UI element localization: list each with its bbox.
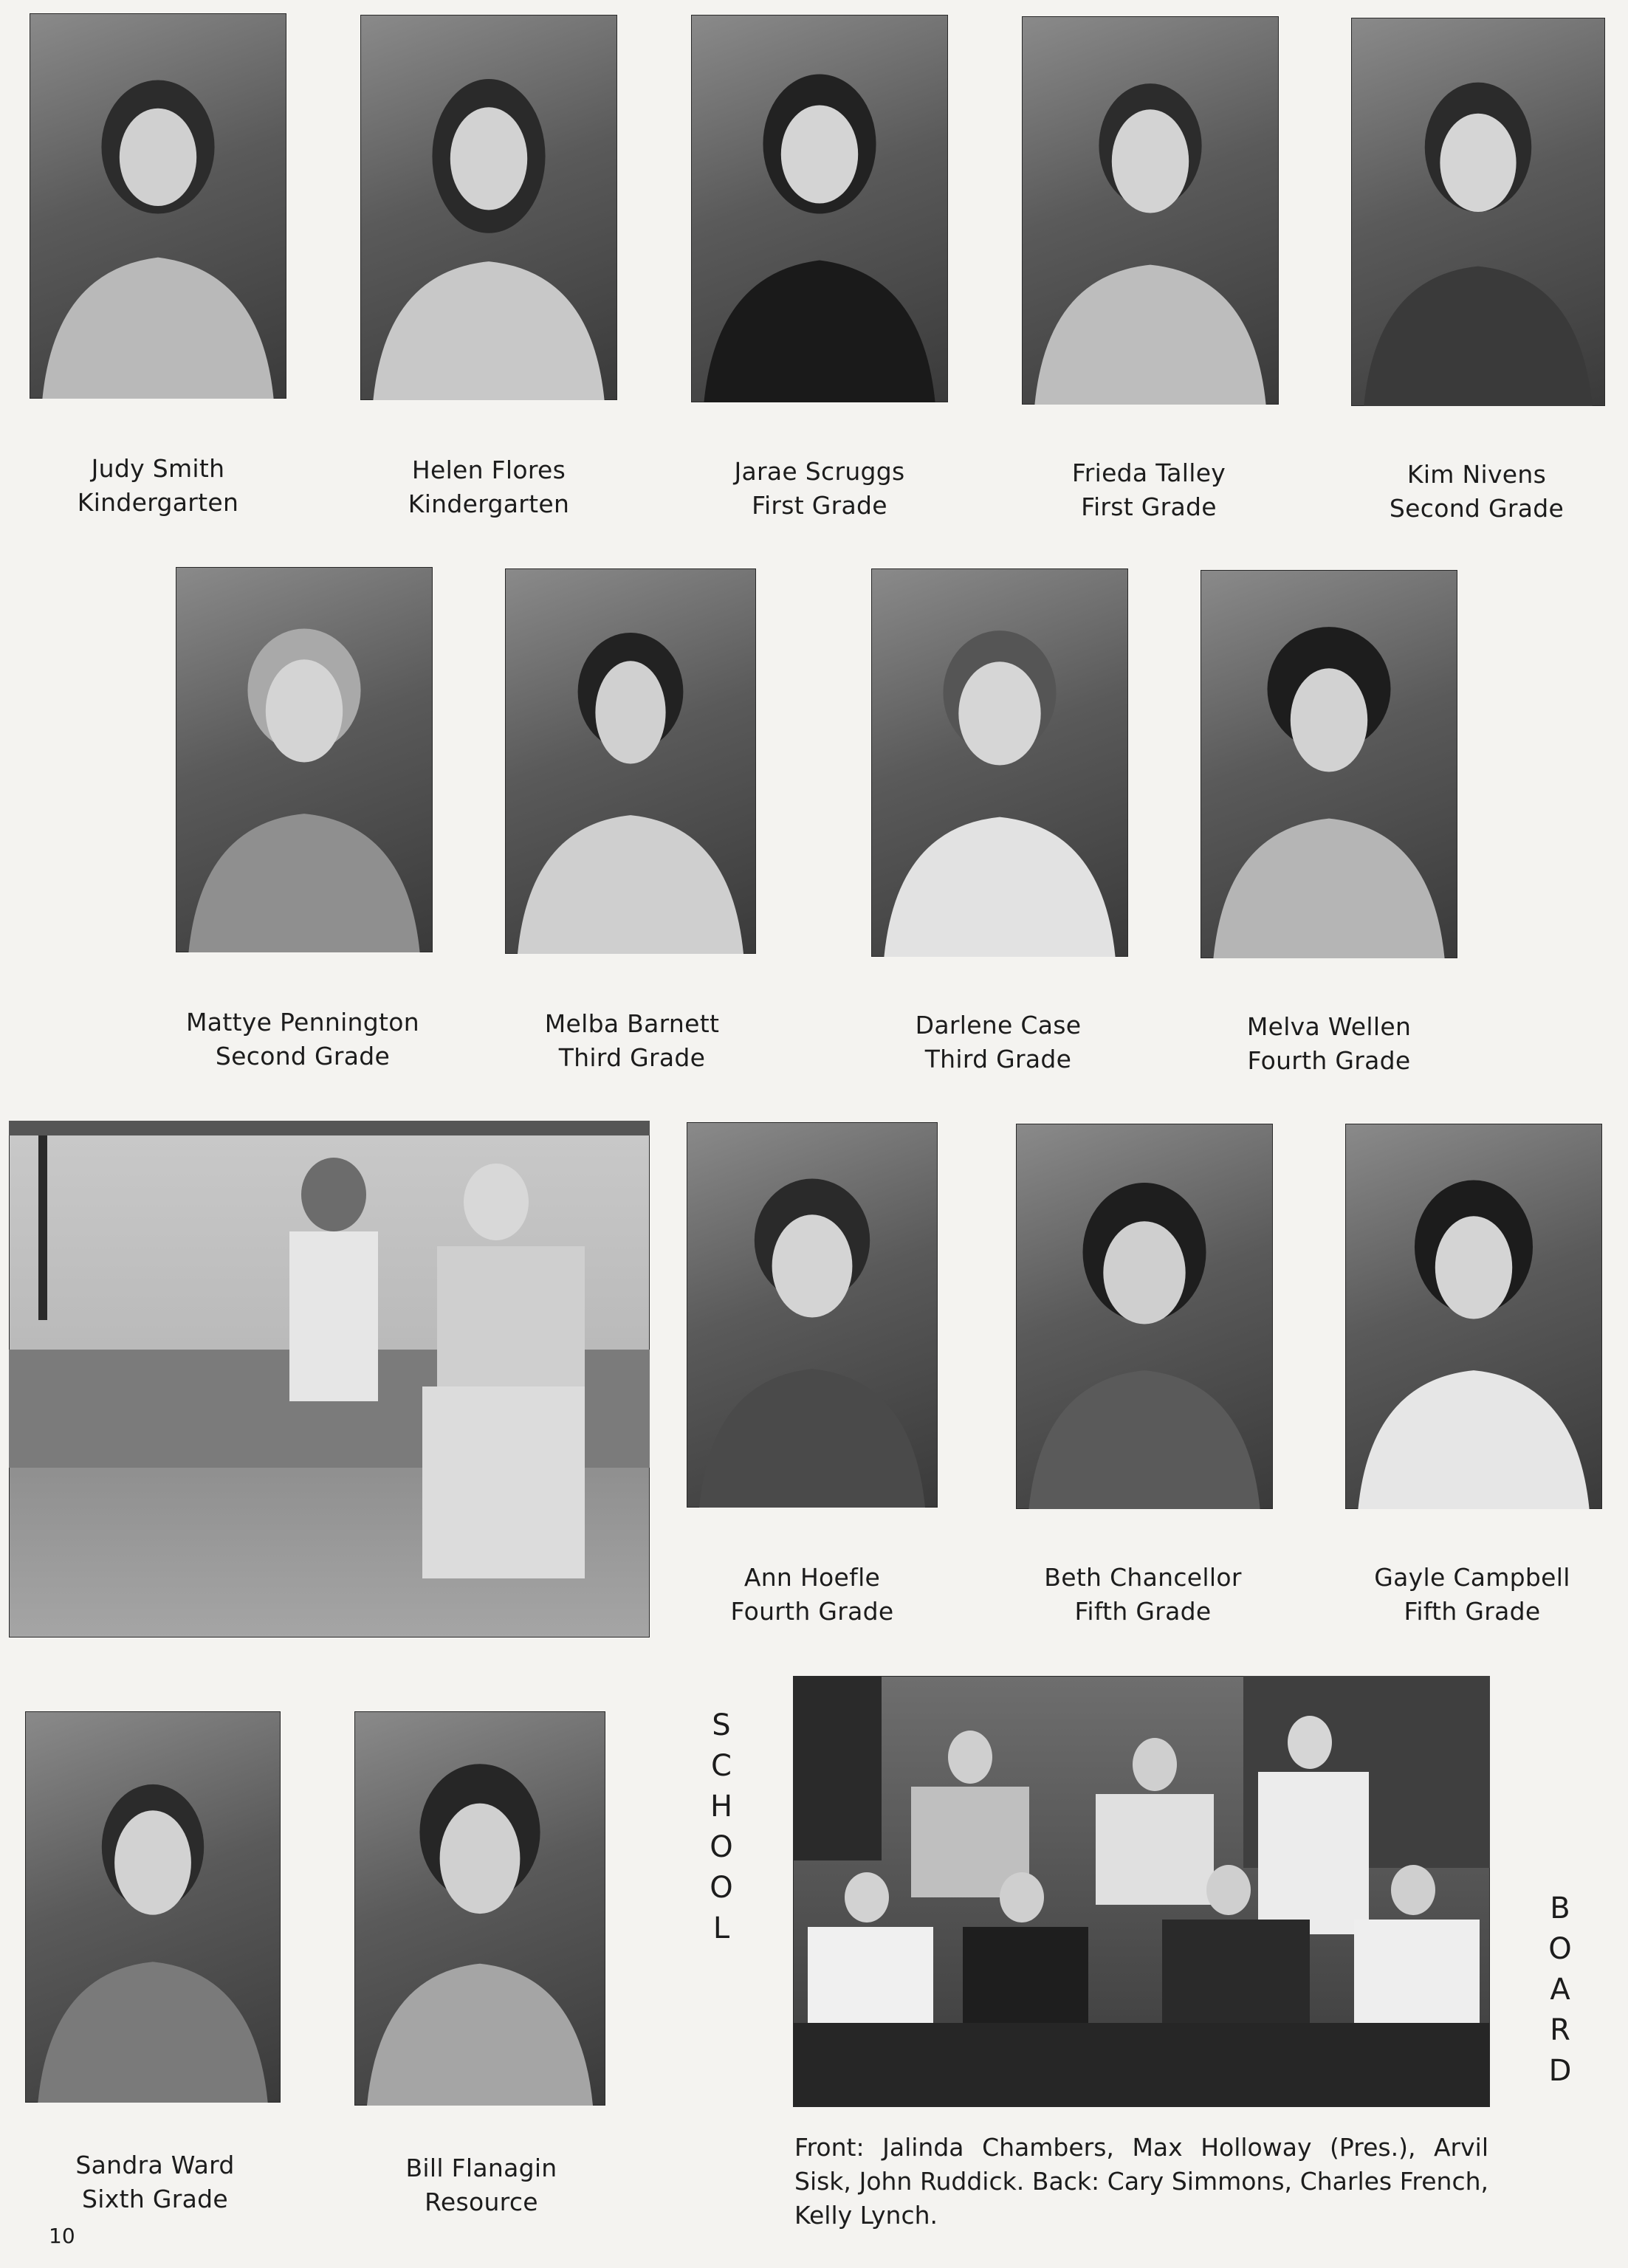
- portrait-photo: [176, 567, 433, 952]
- teacher-role: Fourth Grade: [730, 1597, 894, 1626]
- portrait-caption: [477, 1007, 787, 1075]
- portrait-caption: [1174, 1010, 1484, 1078]
- teacher-name: Sandra Ward: [75, 2151, 235, 2179]
- portrait-caption: [3, 452, 313, 520]
- portrait-silhouette: [691, 15, 948, 402]
- portrait-caption: [1317, 1561, 1627, 1629]
- letter: L: [712, 1911, 730, 1945]
- portrait-photo: [30, 13, 286, 399]
- teacher-role: Kindergarten: [77, 488, 239, 517]
- letter: D: [1548, 2054, 1572, 2088]
- portrait-silhouette: [30, 13, 286, 399]
- portrait-photo: [871, 568, 1128, 957]
- portrait-silhouette: [1201, 570, 1457, 958]
- teacher-role: Second Grade: [1389, 494, 1565, 523]
- teacher-name: Kim Nivens: [1407, 460, 1547, 489]
- letter: O: [710, 1871, 733, 1905]
- teacher-role: First Grade: [1081, 492, 1217, 521]
- teacher-name: Frieda Talley: [1071, 458, 1226, 487]
- candid-scene: [9, 1121, 650, 1638]
- teacher-name: Ann Hoefle: [743, 1563, 881, 1592]
- teacher-name: Helen Flores: [411, 456, 566, 484]
- board-vertical-heading: [1542, 1889, 1579, 2092]
- portrait-silhouette: [25, 1711, 281, 2103]
- portrait-photo: [360, 15, 617, 400]
- letter: B: [1550, 1891, 1570, 1925]
- portrait-silhouette: [1022, 16, 1279, 405]
- portrait-caption: [0, 2148, 310, 2216]
- portrait-photo: [1016, 1124, 1273, 1509]
- portrait-silhouette: [354, 1711, 605, 2106]
- school-board-group-photo: [793, 1676, 1490, 2107]
- letter: C: [711, 1749, 732, 1783]
- teacher-role: Third Grade: [924, 1045, 1072, 1073]
- teacher-role: Resource: [425, 2188, 538, 2216]
- group-scene: [793, 1676, 1490, 2107]
- portrait-silhouette: [871, 568, 1128, 957]
- letter: H: [710, 1790, 733, 1824]
- portrait-caption: [988, 1561, 1298, 1629]
- teacher-role: Fifth Grade: [1074, 1597, 1212, 1626]
- teacher-name: Melba Barnett: [544, 1009, 720, 1038]
- teacher-name: Melva Wellen: [1246, 1012, 1412, 1041]
- portrait-silhouette: [1016, 1124, 1273, 1509]
- portrait-silhouette: [687, 1122, 938, 1508]
- teacher-name: Beth Chancellor: [1044, 1563, 1242, 1592]
- letter: A: [1550, 1973, 1570, 2007]
- portrait-caption: [326, 2151, 636, 2219]
- portrait-silhouette: [1345, 1124, 1602, 1509]
- teacher-role: First Grade: [752, 491, 887, 520]
- portrait-photo: [1345, 1124, 1602, 1509]
- letter: O: [1548, 1932, 1572, 1966]
- letter: O: [710, 1830, 733, 1864]
- portrait-silhouette: [505, 568, 756, 954]
- portrait-photo: [1022, 16, 1279, 405]
- portrait-caption: [334, 453, 644, 521]
- portrait-photo: [687, 1122, 938, 1508]
- teacher-name: Judy Smith: [91, 454, 225, 483]
- portrait-photo: [354, 1711, 605, 2106]
- portrait-caption: [843, 1008, 1153, 1076]
- portrait-caption: [657, 1561, 967, 1629]
- school-board-caption: Front: Jalinda Chambers, Max Holloway (Pres.), Arvil Sisk, John Ruddick. Back: Cary Simmons, Charles French, Kelly Lynch.: [794, 2133, 1488, 2230]
- portrait-photo: [25, 1711, 281, 2103]
- teacher-role: Third Grade: [558, 1043, 706, 1072]
- teacher-name: Jarae Scruggs: [734, 457, 905, 486]
- teacher-role: Fourth Grade: [1247, 1046, 1411, 1075]
- portrait-silhouette: [176, 567, 433, 952]
- portrait-photo: [505, 568, 756, 954]
- letter: S: [712, 1708, 731, 1742]
- portrait-caption: [148, 1006, 458, 1073]
- teacher-name: Gayle Campbell: [1374, 1563, 1570, 1592]
- portrait-caption: [994, 456, 1304, 524]
- portrait-caption: [1322, 458, 1628, 526]
- page-number: 10: [49, 2224, 75, 2248]
- portrait-photo: [1351, 18, 1605, 406]
- teacher-name: Mattye Pennington: [186, 1008, 419, 1037]
- teacher-role: Sixth Grade: [82, 2185, 228, 2213]
- portrait-photo: [1201, 570, 1457, 958]
- portrait-photo: [691, 15, 948, 402]
- candid-photo: [9, 1121, 650, 1638]
- teacher-role: Kindergarten: [408, 489, 570, 518]
- letter: R: [1550, 2013, 1570, 2047]
- school-vertical-heading: [703, 1705, 740, 1949]
- portrait-caption: [664, 455, 975, 523]
- portrait-silhouette: [1351, 18, 1605, 406]
- portrait-silhouette: [360, 15, 617, 400]
- teacher-role: Fifth Grade: [1404, 1597, 1541, 1626]
- teacher-name: Bill Flanagin: [405, 2154, 557, 2182]
- teacher-name: Darlene Case: [915, 1011, 1082, 1040]
- teacher-role: Second Grade: [215, 1042, 391, 1071]
